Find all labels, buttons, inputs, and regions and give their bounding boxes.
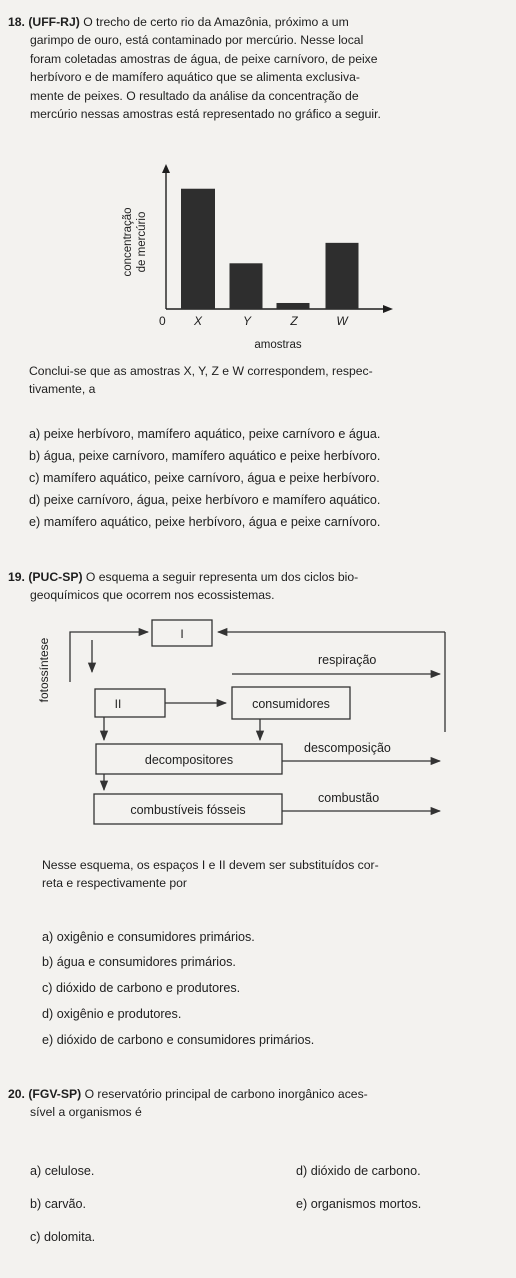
q19-stem-line-0: Nesse esquema, os espaços I e II devem ser substituídos cor- xyxy=(42,858,379,872)
q20-line-1: sível a organismos é xyxy=(30,1105,142,1120)
q18-stem-line-0: Conclui-se que as amostras X, Y, Z e W correspondem, respec- xyxy=(29,364,373,378)
q20-number: 20. xyxy=(8,1087,25,1101)
q18-option-d[interactable]: d) peixe carnívoro, água, peixe herbívoro e mamífero aquático. xyxy=(29,493,381,507)
bar-x xyxy=(181,189,215,309)
label-respiracao: respiração xyxy=(318,653,377,667)
q19-line-0: O esquema a seguir representa um dos ciclos bio- xyxy=(85,570,359,584)
box-decompositores-label: decompositores xyxy=(144,753,234,767)
q20-option-a[interactable]: a) celulose. xyxy=(30,1164,95,1178)
q18-line-5: mercúrio nessas amostras está representado no gráfico a seguir. xyxy=(30,107,381,122)
q18-line-1: garimpo de ouro, está contaminado por mercúrio. Nesse local xyxy=(30,33,364,48)
x-tick-w: W xyxy=(336,314,348,328)
y-axis-label xyxy=(122,207,148,276)
q19-option-c[interactable]: c) dióxido de carbono e produtores. xyxy=(42,981,241,995)
q19-option-b[interactable]: b) água e consumidores primários. xyxy=(42,955,236,969)
q20-option-d[interactable]: d) dióxido de carbono. xyxy=(296,1164,421,1178)
bar-w xyxy=(326,243,359,309)
mercury-bar-chart xyxy=(0,160,516,360)
q19-option-d[interactable]: d) oxigênio e produtores. xyxy=(42,1007,182,1021)
x-axis-label: amostras xyxy=(254,339,302,351)
q19-stem xyxy=(42,856,512,893)
box-combustiveis-label: combustíveis fósseis xyxy=(130,803,246,817)
q20-option-b[interactable]: b) carvão. xyxy=(30,1197,86,1211)
q18-line-4: mente de peixes. O resultado da análise da concentração de xyxy=(30,88,359,103)
q19-option-e[interactable]: e) dióxido de carbono e consumidores primários. xyxy=(42,1033,315,1047)
q18-source: (UFF-RJ) xyxy=(28,15,80,29)
q19-stem-line-1: reta e respectivamente por xyxy=(42,876,187,891)
x-tick-x: X xyxy=(193,314,203,328)
y-axis-label-line-1: de mercúrio xyxy=(136,211,148,273)
box-consumidores-label: consumidores xyxy=(252,697,330,711)
q18-line-2: foram coletadas amostras de água, de peixe carnívoro, de peixe xyxy=(30,51,378,66)
q20-option-e[interactable]: e) organismos mortos. xyxy=(296,1197,422,1211)
q18-option-c[interactable]: c) mamífero aquático, peixe carnívoro, água e peixe herbívoro. xyxy=(29,471,380,485)
q18-option-a[interactable]: a) peixe herbívoro, mamífero aquático, peixe carnívoro e água. xyxy=(29,427,381,441)
carbon-cycle-diagram xyxy=(0,612,516,840)
q19-option-a[interactable]: a) oxigênio e consumidores primários. xyxy=(42,930,255,944)
origin-label: 0 xyxy=(159,314,166,328)
q19-number: 19. xyxy=(8,570,25,584)
q18-number: 18. xyxy=(8,15,25,29)
bar-z xyxy=(277,303,310,309)
y-axis-label-line-0: concentração xyxy=(122,207,134,277)
q20-option-c[interactable]: c) dolomita. xyxy=(30,1230,96,1244)
q19-line-1: geoquímicos que ocorrem nos ecossistemas. xyxy=(30,588,275,603)
q18-line-3: herbívoro e de mamífero aquático que se alimenta exclusiva- xyxy=(30,70,360,85)
q18-option-e[interactable]: e) mamífero aquático, peixe herbívoro, água e peixe carnívoro. xyxy=(29,515,381,529)
q18-stem xyxy=(29,362,509,399)
q19-source: (PUC-SP) xyxy=(28,570,83,584)
x-tick-z: Z xyxy=(290,314,298,328)
x-tick-y: Y xyxy=(242,314,252,328)
q19-intro xyxy=(8,568,513,605)
box-I-label: I xyxy=(180,627,184,641)
q18-line-0: O trecho de certo rio da Amazônia, próximo a um xyxy=(83,15,349,29)
q20-intro xyxy=(8,1085,513,1122)
box-II-label: II xyxy=(114,697,122,711)
arrow-fotossintese-to-I xyxy=(70,632,148,682)
x-axis-arrowhead xyxy=(383,305,393,313)
q18-option-b[interactable]: b) água, peixe carnívoro, mamífero aquático e peixe herbívoro. xyxy=(29,449,381,463)
q18-stem-line-1: tivamente, a xyxy=(29,382,96,397)
y-axis-arrowhead xyxy=(162,164,170,173)
label-fotossintese: fotossíntese xyxy=(37,637,51,703)
q20-source: (FGV-SP) xyxy=(28,1087,82,1101)
bar-y xyxy=(230,263,263,309)
label-combustao: combustão xyxy=(318,791,380,805)
q20-line-0: O reservatório principal de carbono inorgânico aces- xyxy=(84,1087,368,1101)
bars-group xyxy=(181,189,359,309)
box-II xyxy=(95,689,165,717)
q18-intro xyxy=(8,13,508,123)
label-decomposicao: descomposição xyxy=(304,741,391,755)
